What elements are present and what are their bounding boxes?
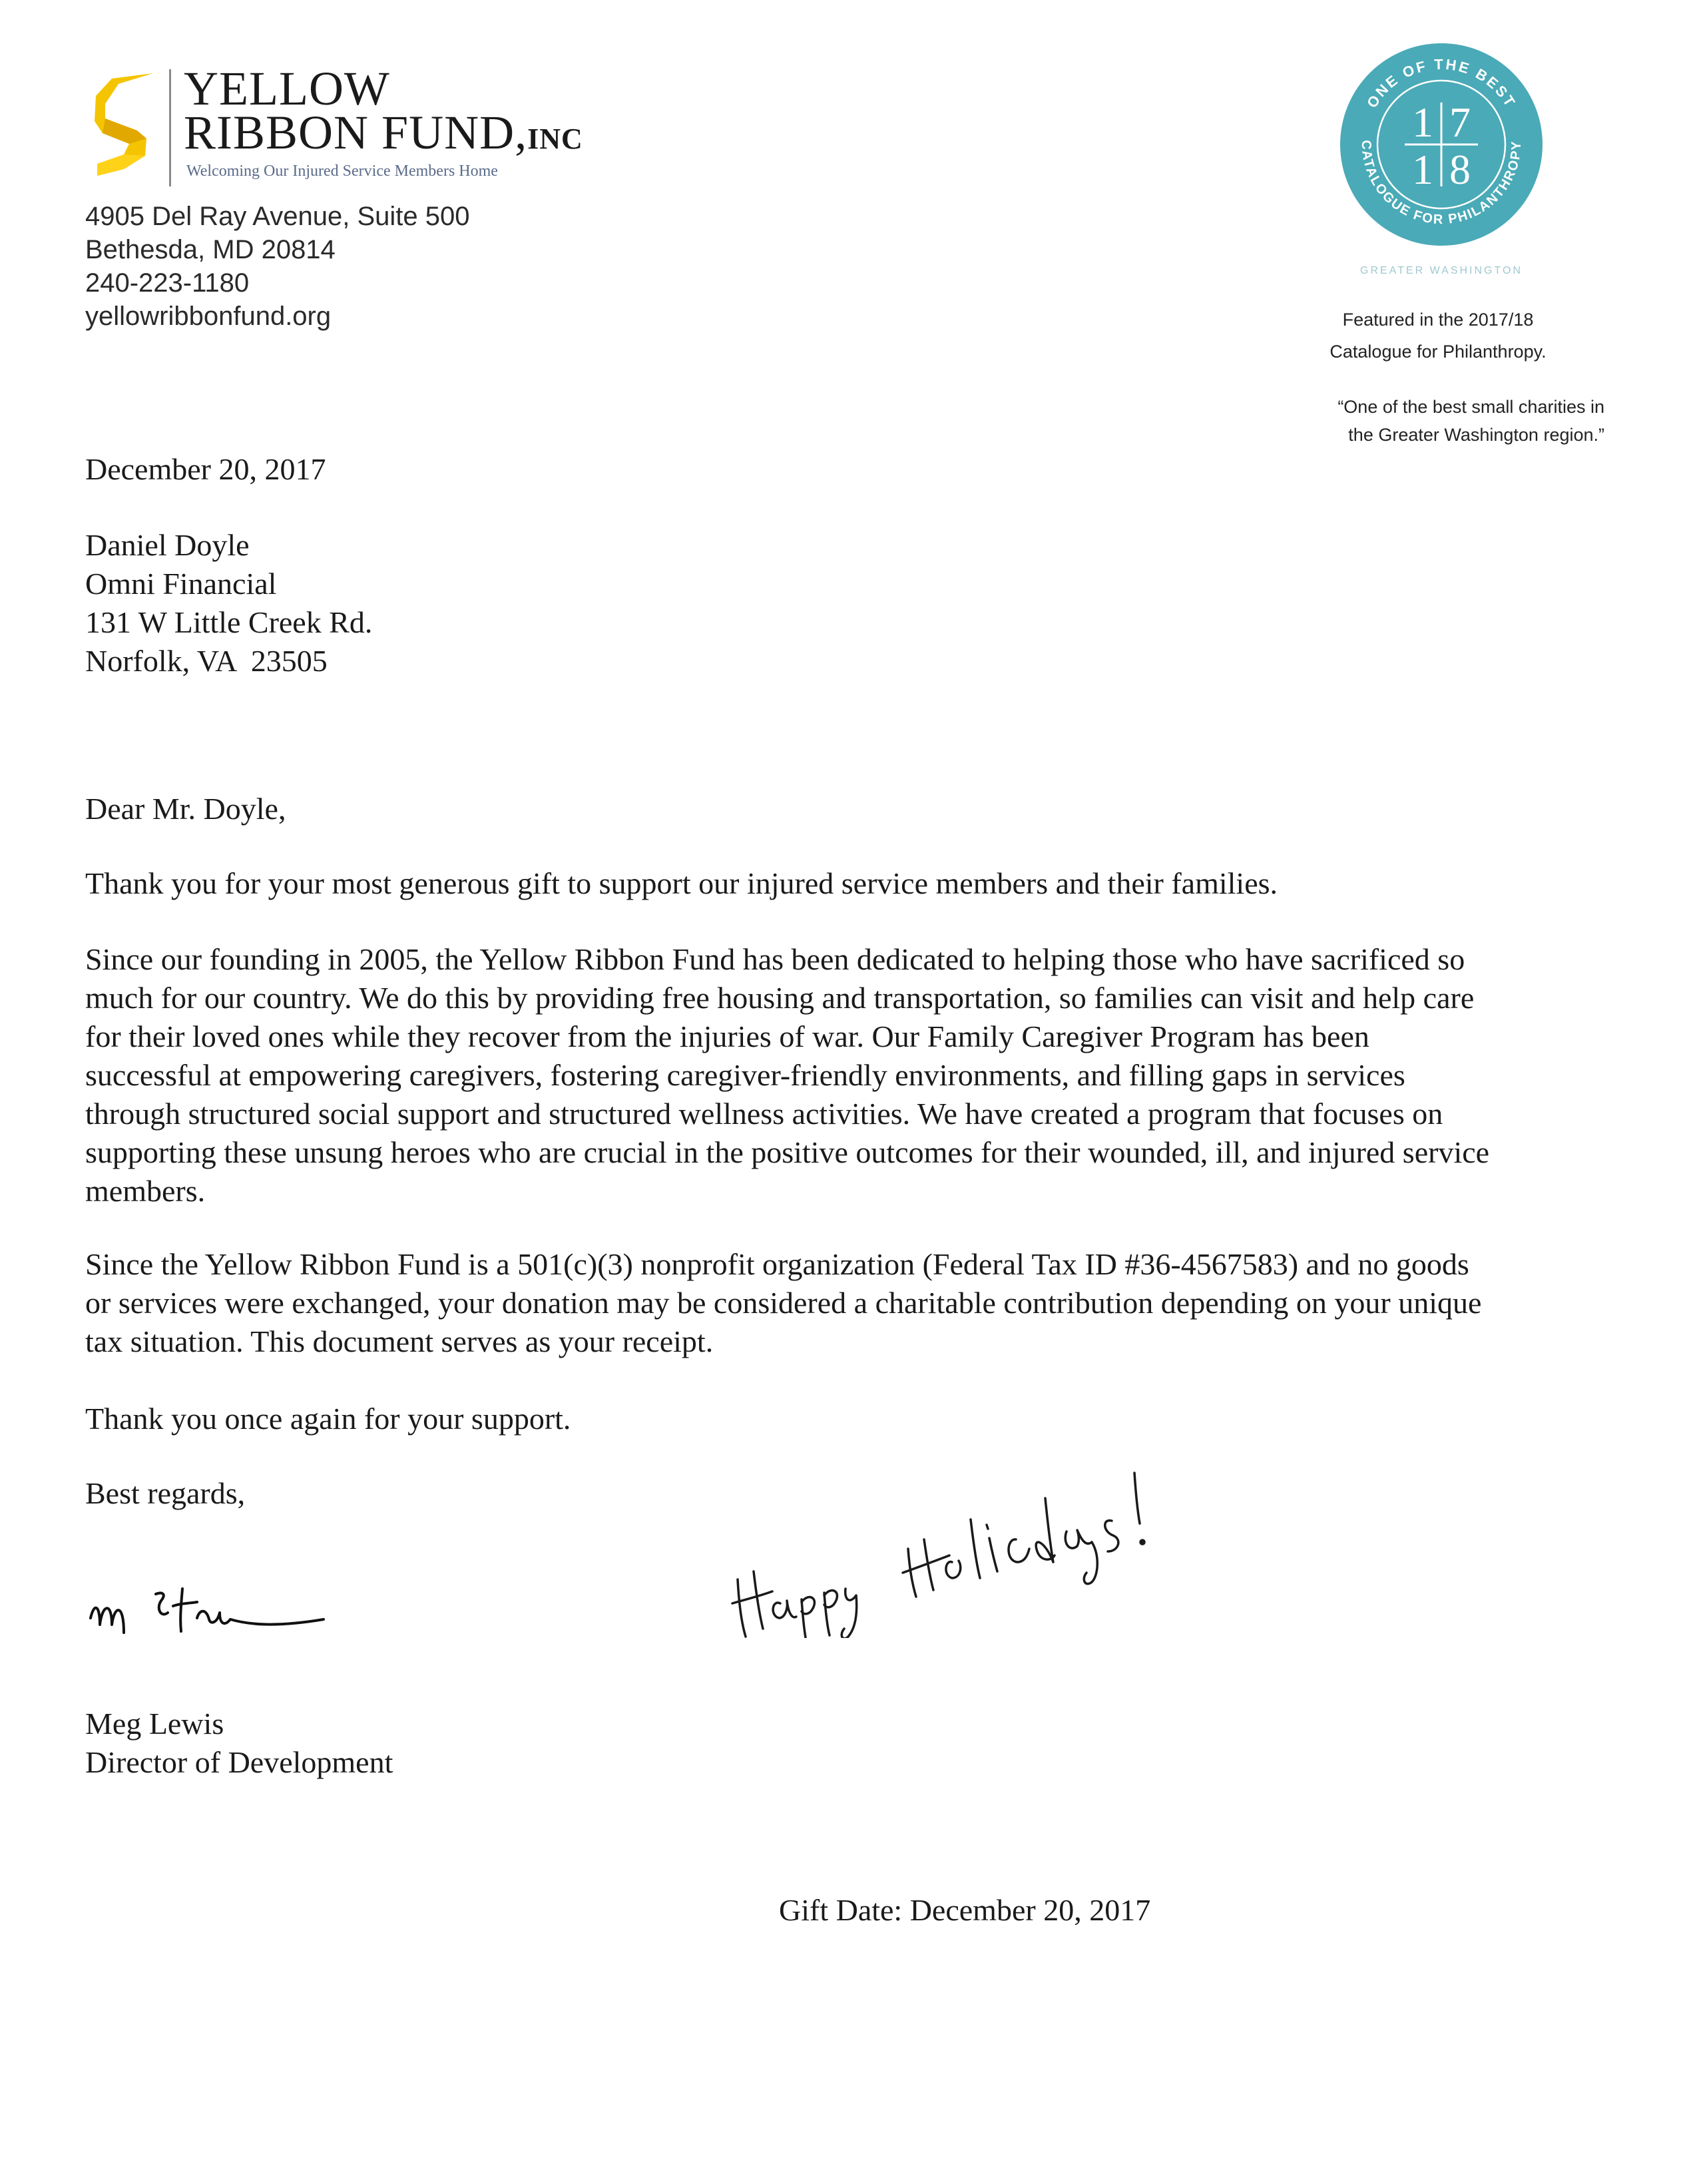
paragraph-tax: Since the Yellow Ribbon Fund is a 501(c)(3) nonprofit organization (Federal Tax ID #36-4567583) and no goods or services were exchanged, your donation may be considered a charitable contribution depending on your unique tax situation. This document serves as your receipt. (85, 1247, 1482, 1358)
org-name-line1: YELLOW (184, 62, 390, 115)
org-address (85, 200, 469, 333)
signer-title: Director of Development (85, 1745, 393, 1779)
address-street: 4905 Del Ray Avenue, Suite 500 (85, 202, 470, 231)
featured-quote (1265, 393, 1611, 449)
yellow-ribbon-logo-icon (92, 69, 158, 184)
seal-bottom-text: CATALOGUE FOR PHILANTHROPY (1358, 140, 1525, 228)
signer-name: Meg Lewis (85, 1707, 224, 1741)
gift-date: Gift Date: December 20, 2017 (779, 1893, 1151, 1927)
featured-line2: Catalogue for Philanthropy. (1329, 342, 1547, 362)
address-city: Bethesda, MD 20814 (85, 235, 336, 264)
quote-line2: the Greater Washington region.” (1348, 425, 1604, 445)
address-phone: 240-223-1180 (85, 268, 250, 298)
recipient-block (85, 526, 372, 681)
seal-digit-4: 8 (1449, 146, 1471, 193)
org-suffix: INC (527, 123, 583, 155)
org-name-line2: RIBBON FUND, (184, 106, 528, 159)
handwritten-signature (83, 1571, 349, 1651)
salutation: Dear Mr. Doyle, (85, 792, 286, 826)
seal-digit-2: 7 (1449, 99, 1471, 146)
seal-digit-1: 1 (1412, 99, 1433, 146)
recipient-name: Daniel Doyle (85, 528, 250, 562)
seal-region: GREATER WASHINGTON (1360, 265, 1523, 276)
address-website: yellowribbonfund.org (85, 302, 332, 331)
catalogue-seal-icon (1338, 41, 1545, 248)
paragraph-closing-thanks: Thank you once again for your support. (85, 1402, 571, 1436)
logo-divider (169, 69, 171, 186)
letter-date: December 20, 2017 (85, 452, 326, 486)
handwritten-happy-holidays (719, 1425, 1172, 1638)
seal-top-text: ONE OF THE BEST (1363, 55, 1519, 111)
paragraph-thanks: Thank you for your most generous gift to support our injured service members and their families. (85, 866, 1278, 900)
paragraph-mission: Since our founding in 2005, the Yellow Ribbon Fund has been dedicated to helping those who have sacrificed so much for our country. We do this by providing free housing and transportation, so families can visit and help care for their loved ones while they recover from the injuries of war. Our Family Caregiver Program has been successful at empowering caregivers, fostering caregiver-friendly environments, and filling gaps in services through structured social support and structured wellness activities. We have created a program that focuses on supporting these unsung heroes who are crucial in the positive outcomes for their wounded, ill, and injured service members. (85, 942, 1490, 1208)
quote-line1: “One of the best small charities in (1337, 397, 1604, 417)
org-tagline: Welcoming Our Injured Service Members Home (186, 162, 498, 180)
seal-digit-3: 1 (1412, 146, 1433, 193)
recipient-company: Omni Financial (85, 567, 277, 601)
signer-block (85, 1705, 393, 1782)
recipient-street: 131 W Little Creek Rd. (85, 605, 373, 639)
featured-note (1265, 304, 1611, 368)
recipient-city: Norfolk, VA 23505 (85, 644, 328, 678)
org-name (184, 62, 583, 161)
featured-line1: Featured in the 2017/18 (1342, 310, 1534, 330)
closing: Best regards, (85, 1476, 246, 1510)
